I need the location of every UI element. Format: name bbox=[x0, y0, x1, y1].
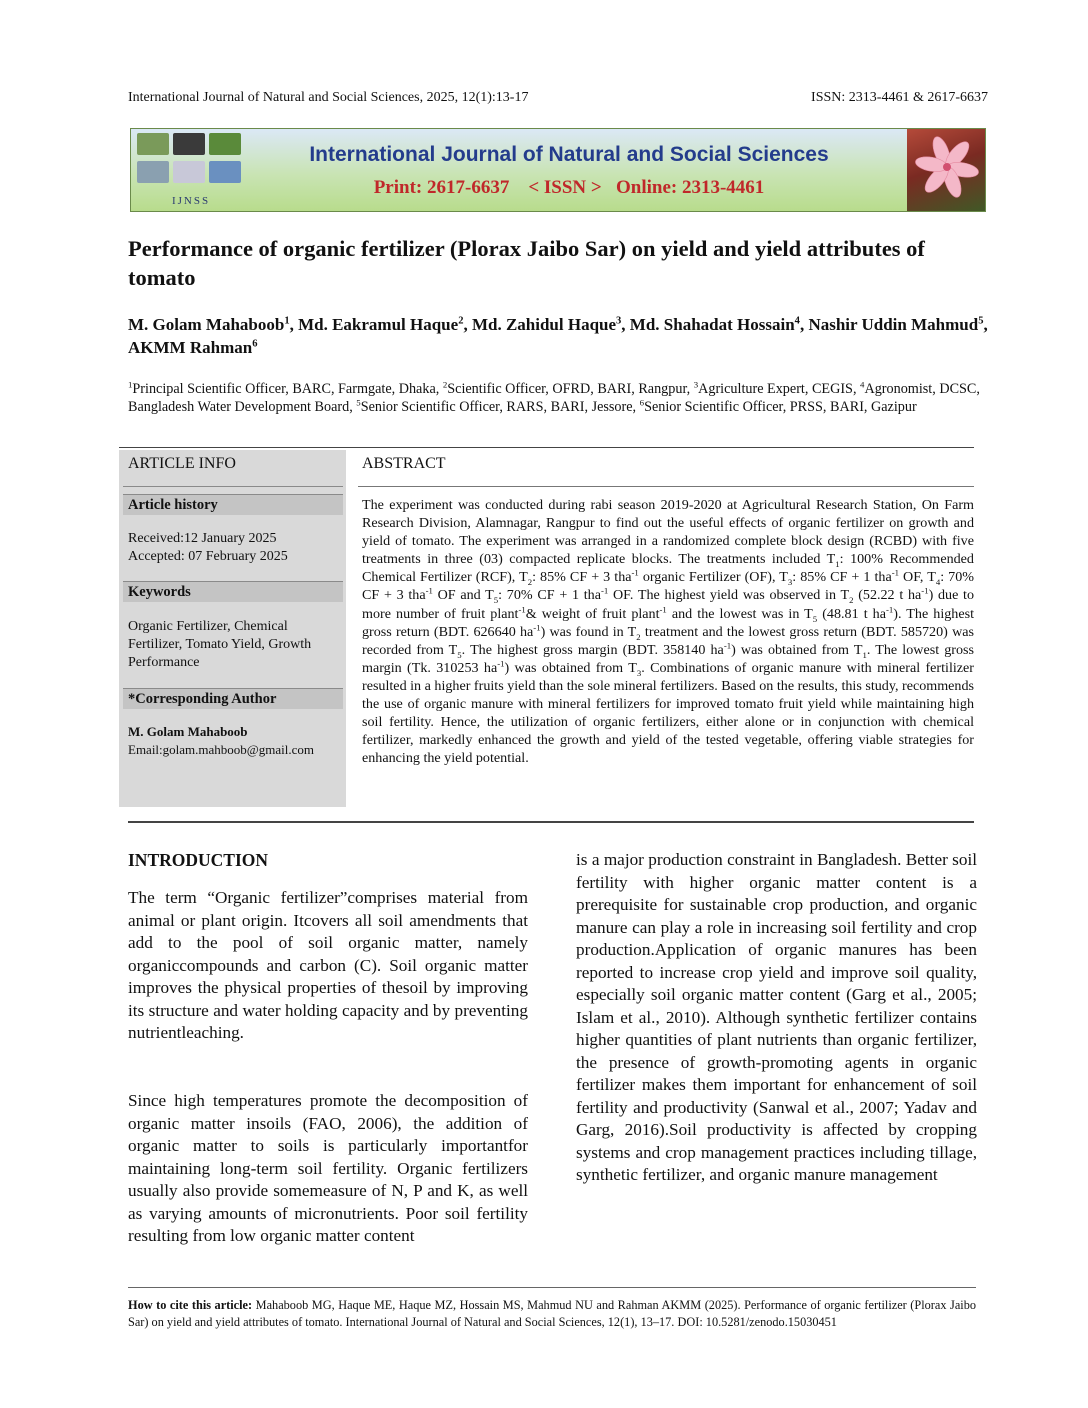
author-name: M. Golam Mahaboob bbox=[128, 315, 285, 334]
affiliation-marker: 3 bbox=[693, 379, 699, 390]
corresponding-author-label: *Corresponding Author bbox=[123, 688, 343, 709]
abstract-rule bbox=[358, 486, 974, 487]
keywords-label: Keywords bbox=[123, 581, 343, 602]
affiliation-marker: 5 bbox=[356, 397, 361, 408]
introduction-heading: INTRODUCTION bbox=[128, 850, 269, 870]
journal-logo-text: IJNSS bbox=[171, 195, 211, 207]
article-info-panel bbox=[119, 450, 346, 807]
how-to-cite-text: Mahaboob MG, Haque ME, Haque MZ, Hossain MS, Mahmud NU and Rahman AKMM (2025). Performance of organic fertilizer (Plorax Jaibo Sar) on yield and yield attributes of tomato. International Journal of Natural and Social Sciences, 12(1), 13–17. DOI: 10.5281/zenodo.15030451 bbox=[128, 1298, 976, 1329]
author-list: M. Golam Mahaboob$^1$, Md. Eakramul Haque$^2$, Md. Zahidul Haque$^3$, Md. Shahadat Hossain$^4$, Nashir Uddin Mahmud$^5$, AKMM Rahman$^6$ bbox=[128, 315, 988, 357]
banner-issn-mark: < ISSN > bbox=[528, 177, 602, 198]
banner-journal-title: International Journal of Natural and Social Sciences bbox=[309, 143, 829, 166]
affiliation-text: Scientific Officer, OFRD, BARI, Rangpur, bbox=[447, 381, 694, 397]
rule-bottom bbox=[128, 821, 974, 823]
author-affiliation-marker: 5 bbox=[978, 315, 984, 327]
affiliations bbox=[128, 380, 990, 416]
running-header-journal: International Journal of Natural and Social Sciences, 2025, 12(1):13-17 bbox=[128, 90, 529, 105]
affiliation-marker: 1 bbox=[128, 379, 133, 390]
banner-issn-line bbox=[269, 177, 869, 199]
corresponding-author-name: M. Golam Mahaboob bbox=[128, 724, 248, 739]
article-info-rule bbox=[123, 486, 343, 487]
introduction-paragraph-3: is a major production constraint in Bangladesh. Better soil fertility with higher organic matter content is a prerequisite for sustainable crop production, and organic manure can play a role in increasing soil fertility and crop production.Application of organic manures has been reported to increase crop yield and improve soil quality, especially soil organic matter content (Garg et al., 2005; Islam et al., 2010). Although synthetic fertilizer contains higher quantities of plant nutrients than organic fertilizer, the presence of growth-promoting agents in organic fertilizer makes them important for enhancement of soil fertility and productivity (Sanwal et al., 2007; Yadav and Garg, 2016).Soil productivity is affected by cropping systems and crop management practices including tillage, synthetic fertilizer, and organic manure management bbox=[576, 850, 977, 1184]
keywords-text: Organic Fertilizer, Chemical Fertilizer, Tomato Yield, Growth Performance bbox=[128, 619, 312, 670]
affiliation-marker: 2 bbox=[442, 379, 448, 390]
rule-top bbox=[119, 447, 974, 448]
affiliation-text: Agronomist, DCSC, Bangladesh Water Development Board, bbox=[128, 381, 980, 415]
rule-citation bbox=[128, 1287, 976, 1288]
abstract-heading: ABSTRACT bbox=[362, 455, 446, 472]
author-name: AKMM Rahman bbox=[128, 338, 253, 357]
paper-title: Performance of organic fertilizer (Plorax Jaibo Sar) on yield and yield attributes of tomato bbox=[128, 236, 925, 290]
author-affiliation-marker: 2 bbox=[458, 315, 464, 327]
introduction-paragraph-2: Since high temperatures promote the decomposition of organic matter insoils (FAO, 2006), the addition of organic matter to soils is particularly importantfor maintaining long-term soil fertility. Organic fertilizers usually also provide somemeasure of N, P and K, as well as varying amounts of micronutrients. Poor soil fertility resulting from low organic matter content bbox=[128, 1091, 528, 1245]
author-name: Md. Zahidul Haque bbox=[471, 315, 617, 334]
author-name: Nashir Uddin Mahmud bbox=[808, 315, 979, 334]
banner-flower-image bbox=[907, 129, 985, 212]
received-date: Received:12 January 2025 bbox=[128, 531, 277, 546]
journal-logo bbox=[135, 131, 247, 209]
affiliation-text: Agriculture Expert, CEGIS, bbox=[698, 381, 861, 397]
author-affiliation-marker: 4 bbox=[794, 315, 800, 327]
how-to-cite-label: How to cite this article: bbox=[128, 1298, 253, 1312]
how-to-cite bbox=[128, 1297, 976, 1331]
running-header-issn: ISSN: 2313-4461 & 2617-6637 bbox=[811, 90, 988, 105]
affiliation-text: Principal Scientific Officer, BARC, Farmgate, Dhaka, bbox=[132, 381, 443, 397]
affiliation-text: Senior Scientific Officer, RARS, BARI, Jessore, bbox=[360, 399, 640, 415]
author-name: Md. Eakramul Haque bbox=[298, 315, 459, 334]
affiliation-text: Senior Scientific Officer, PRSS, BARI, Gazipur bbox=[644, 399, 917, 415]
article-info-heading: ARTICLE INFO bbox=[128, 455, 236, 472]
journal-banner bbox=[130, 128, 986, 212]
banner-print-issn: Print: 2617-6637 bbox=[373, 177, 510, 198]
author-affiliation-marker: 6 bbox=[252, 338, 258, 350]
author-affiliation-marker: 3 bbox=[616, 315, 622, 327]
introduction-paragraph-1: The term “Organic fertilizer”comprises material from animal or plant origin. Itcovers all soil amendments that add to the pool of soil organic matter, namely organiccompounds and carbon (C). Soil organic matter improves the physical properties of thesoil by improving its structure and water holding capacity and by preventing nutrientleaching. bbox=[128, 888, 528, 1042]
article-history-label: Article history bbox=[123, 494, 343, 515]
affiliation-marker: 4 bbox=[860, 379, 865, 390]
abstract-text: The experiment was conducted during rabi season 2019-2020 at Agricultural Research Station, On Farm Research Division, Alamnagar, Rangpur to find out the useful effects of organic fertilizer on growth and yield of tomato. The experiment was arranged in a randomized complete block design (RCBD) with five treatments in three (03) compacted replicate blocks. The treatments included $T_1$: 100% Recommended Chemical Fertilizer (RCF), $T_2$: 85% CF + 3 tha$^{-1}$ organic Fertilizer (OF), $T_3$: 85% CF + 1 tha$^{-1}$ OF, $T_4$: 70% CF + 3 tha$^{-1}$ OF and $T_5$: 70% CF + 1 tha$^{-1}$ OF. The highest yield was observed in $T_2$ (52.22 t $ha^{-1}$) due to more number of fruit plant$^{-1}$& weight of fruit plant$^{-1}$ and the lowest was in $T_5$ (48.81 t $ha^{-1}$). The highest gross return (BDT. 626640 $ha^{-1}$) was found in $T_2$ treatment and the lowest gross return (BDT. 585720) was recorded from $T_5$. The highest gross margin (BDT. 358140 $ha^{-1}$) was obtained from $T_1$. The lowest gross margin (Tk. 310253 $ha^{-1}$) was obtained from $T_3$. Combinations of organic manure with mineral fertilizer resulted in a higher fruits yield than the sole mineral fertilizers. Based on the results, this study, recommends the use of organic manure with mineral fertilizers for improved tomato fruit yield while maintaining high soil fertility. Hence, the utilization of organic fertilizers, either alone or in conjunction with chemical fertilizer, markedly enhanced the growth and yield of the tested vegetable, offering viable strategies for enhancing the yield potential. bbox=[362, 497, 975, 767]
author-name: Md. Shahadat Hossain bbox=[629, 315, 795, 334]
affiliation-marker: 6 bbox=[639, 397, 645, 408]
author-affiliation-marker: 1 bbox=[284, 315, 290, 327]
banner-online-issn: Online: 2313-4461 bbox=[615, 177, 765, 198]
accepted-date: Accepted: 07 February 2025 bbox=[128, 549, 288, 564]
corresponding-author-email: Email:golam.mahboob@gmail.com bbox=[128, 742, 314, 757]
